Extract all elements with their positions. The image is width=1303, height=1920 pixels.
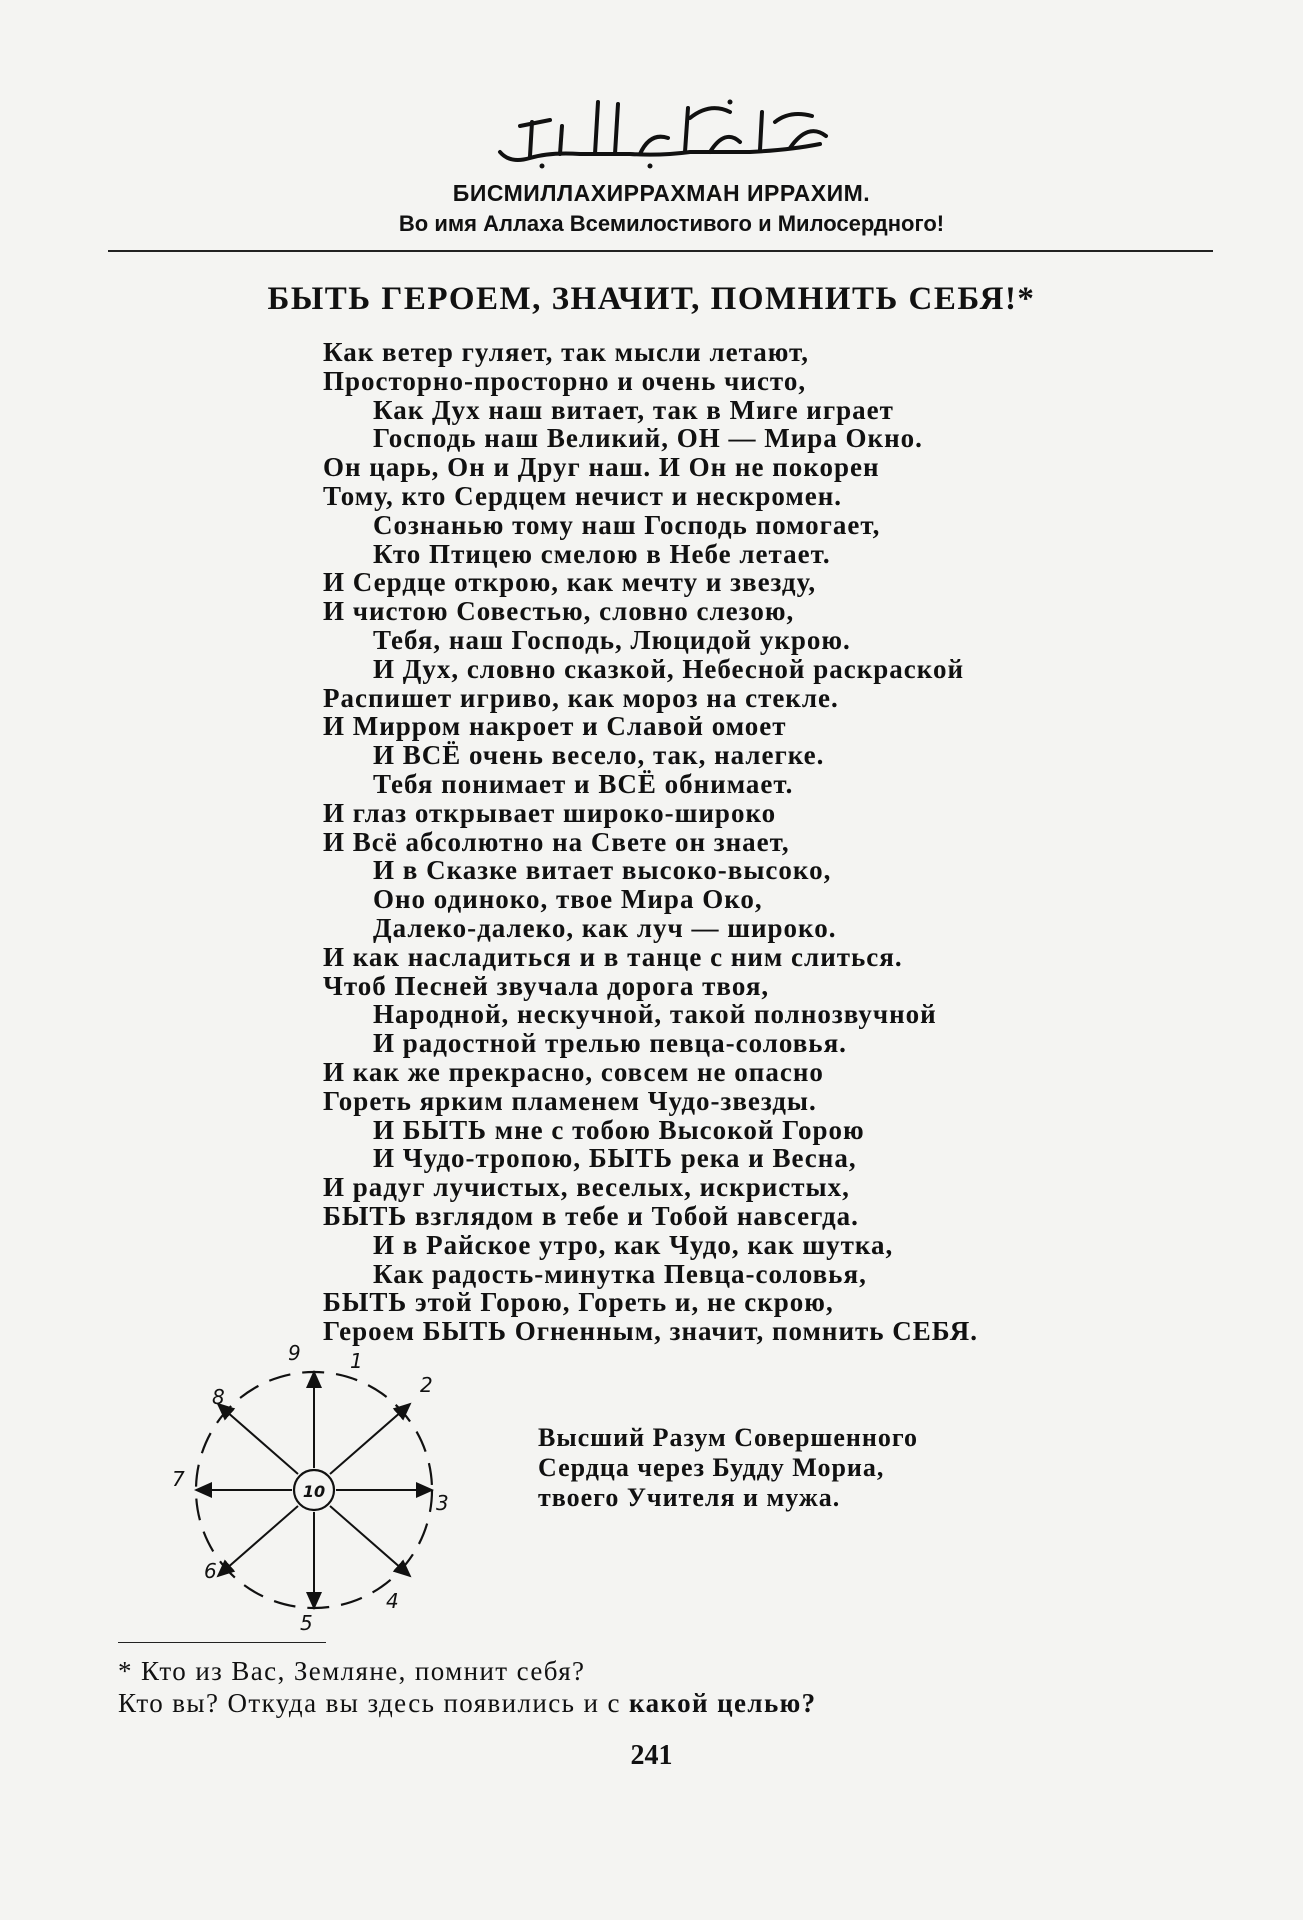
label-3: 3 <box>436 1491 449 1515</box>
poem-line: Оно одиноко, твое Мира Око, <box>373 884 763 915</box>
poem-line: Как ветер гуляет, так мысли летают, <box>323 337 809 367</box>
footnote-emphasis: какой целью? <box>629 1688 817 1718</box>
poem-title: БЫТЬ ГЕРОЕМ, ЗНАЧИТ, ПОМНИТЬ СЕБЯ!* <box>267 281 1036 317</box>
page-number: 241 <box>630 1740 673 1771</box>
label-4: 4 <box>386 1589 399 1613</box>
bismillah-calligraphy <box>490 82 850 170</box>
caption-line: Высший Разум Совершенного <box>538 1423 919 1452</box>
poem-line: БЫТЬ этой Горою, Гореть и, не скрою, <box>323 1287 834 1318</box>
poem-line: И глаз открывает широко-широко <box>323 797 777 828</box>
poem-line: И БЫТЬ мне с тобою Высокой Горою <box>373 1114 865 1145</box>
diagram-caption <box>538 1423 918 1513</box>
poem-line: И Сердце открою, как мечту и звезду, <box>323 567 817 598</box>
poem-line: Чтоб Песней звучала дорога твоя, <box>323 970 770 1001</box>
poem-line: И радуг лучистых, веселых, искристых, <box>323 1172 850 1203</box>
poem-line: БЫТЬ взглядом в тебе и Тобой навсегда. <box>323 1200 859 1231</box>
center-label: 10 <box>302 1482 326 1501</box>
poem-line: Тебя, наш Господь, Люцидой укрою. <box>373 624 851 655</box>
footnote <box>118 1655 817 1719</box>
label-7: 7 <box>172 1467 185 1491</box>
poem-line: И в Сказке витает высоко-высоко, <box>373 855 832 886</box>
poem-line: И как насладиться и в танце с ним слиться. <box>323 941 903 972</box>
wheel-diagram <box>160 1340 460 1640</box>
poem-body <box>323 338 978 1346</box>
poem-line: Сознанью тому наш Господь помогает, <box>373 509 881 540</box>
label-8: 8 <box>212 1385 225 1409</box>
poem-line: Как радость-минутка Певца-соловья, <box>373 1258 867 1289</box>
poem-line: И в Райское утро, как Чудо, как шутка, <box>373 1229 894 1260</box>
poem-line: И радостной трелью певца-соловья. <box>373 1028 847 1059</box>
poem-line: Просторно-просторно и очень чисто, <box>323 365 807 396</box>
label-5: 5 <box>300 1611 313 1635</box>
poem-line: Тому, кто Сердцем нечист и нескромен. <box>323 480 843 511</box>
footnote-line: * Кто из Вас, Земляне, помнит себя? <box>118 1656 586 1686</box>
label-1: 1 <box>350 1349 363 1373</box>
poem-line: И как же прекрасно, совсем не опасно <box>323 1056 824 1087</box>
poem-line: И Дух, словно сказкой, Небесной раскраской <box>373 653 965 684</box>
poem-line: И чистою Совестью, словно слезою, <box>323 596 795 627</box>
poem-line: И Чудо-тропою, БЫТЬ река и Весна, <box>373 1143 857 1174</box>
poem-line: Гореть ярким пламенем Чудо-звезды. <box>323 1085 817 1116</box>
footnote-divider <box>118 1642 326 1643</box>
bismillah-header <box>0 180 1303 237</box>
label-6: 6 <box>204 1559 217 1583</box>
poem-line: И Мирром накроет и Славой омоет <box>323 711 787 742</box>
poem-line: Героем БЫТЬ Огненным, значит, помнить СЕБЯ. <box>323 1316 978 1347</box>
label-9: 9 <box>288 1341 301 1365</box>
poem-line: Распишет игриво, как мороз на стекле. <box>323 682 839 713</box>
bismillah-transliteration: БИСМИЛЛАХИРРАХМАН ИРРАХИМ. <box>452 180 871 206</box>
footnote-line <box>118 1687 817 1719</box>
poem-line: И ВСЁ очень весело, так, налегке. <box>373 740 825 771</box>
bismillah-translation: Во имя Аллаха Всемилостивого и Милосердного! <box>398 211 945 236</box>
caption-line: твоего Учителя и мужа. <box>538 1483 841 1512</box>
header-divider <box>108 250 1213 252</box>
label-2: 2 <box>420 1373 433 1397</box>
poem-line: Кто Птицею смелою в Небе летает. <box>373 538 831 569</box>
poem-line: Он царь, Он и Друг наш. И Он не покорен <box>323 452 880 483</box>
caption-line: Сердца через Будду Мориа, <box>538 1453 885 1482</box>
poem-line: Далеко-далеко, как луч — широко. <box>373 912 837 943</box>
poem-line: Тебя понимает и ВСЁ обнимает. <box>373 768 794 799</box>
poem-line: Народной, нескучной, такой полнозвучной <box>373 999 937 1030</box>
poem-line: И Всё абсолютно на Свете он знает, <box>323 826 790 857</box>
poem-line: Как Дух наш витает, так в Миге играет <box>373 394 894 425</box>
poem-line: Господь наш Великий, ОН — Мира Окно. <box>373 423 923 454</box>
footnote-text: Кто вы? Откуда вы здесь появились и с <box>118 1688 630 1718</box>
